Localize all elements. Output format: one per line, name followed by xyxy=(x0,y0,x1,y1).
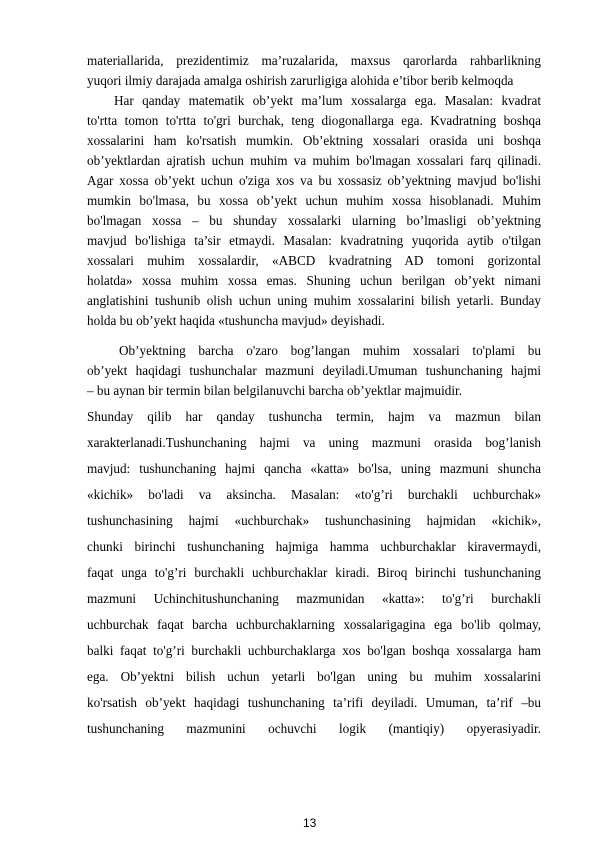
text-line: tushunchasining hajmi «uchburchak» tushunchasining hajmidan «kichik», xyxy=(87,513,541,528)
text-line: Shunday qilib har qanday tushuncha termin, hajm va mazmun bilan xyxy=(87,409,541,424)
text-line: Agar xossa ob’yekt uchun o'ziga xos va bu xossasiz ob’yektning mavjud bo'lishi xyxy=(87,173,541,188)
text-line: faqat unga to'g’ri burchakli uchburchaklar kiradi. Biroq birinchi tushunchaning xyxy=(87,565,541,580)
text-line: ob’yektlardan ajratish uchun muhim va muhim bo'lmagan xossalari farq qilinadi. xyxy=(87,153,541,168)
text-line: bo'lmagan xossa – bu shunday xossalarki ularning bo’lmasligi ob’yektning xyxy=(87,213,541,228)
text-line: materiallarida, prezidentimiz ma’ruzalarida, maxsus qarorlarda rahbarlikning xyxy=(87,53,541,68)
text-line: ob’yekt haqidagi tushunchalar mazmuni deyiladi.Umuman tushunchaning hajmi xyxy=(87,363,541,378)
text-line: xossalarini ham ko'rsatish mumkin. Ob’ektning xossalari orasida uni boshqa xyxy=(87,133,541,148)
paragraph-first-line: Ob’yektning barcha o'zaro bog’langan muhim xossalari to'plami bu xyxy=(119,343,541,358)
text-line: tushunchaning mazmunini ochuvchi logik (mantiqiy) opyerasiyadir. xyxy=(87,721,541,736)
text-line: balki faqat to'g’ri burchakli uchburchaklarga xos bo'lgan boshqa xossalarga ham xyxy=(87,643,541,658)
text-line: yuqori ilmiy darajada amalga oshirish zarurligiga alohida e’tibor berib kelmoqda xyxy=(87,73,514,88)
text-line: anglatishini tushunib olish uchun uning muhim xossalarini bilish yetarli. Bunday xyxy=(87,293,541,308)
text-line: mavjud bo'lishiga ta’sir etmaydi. Masalan: kvadratning yuqorida aytib o'tilgan xyxy=(87,233,541,248)
text-line: holatda» xossa muhim xossa emas. Shuning uchun berilgan ob’yekt nimani xyxy=(87,273,541,288)
text-line: ko'rsatish ob’yekt haqidagi tushunchaning ta’rifi deyiladi. Umuman, ta’rif –bu xyxy=(87,695,541,710)
text-line: to'rtta tomon to'rtta to'gri burchak, teng diogonallarga ega. Kvadratning boshqa xyxy=(87,113,541,128)
text-line: «kichik» bo'ladi va aksincha. Masalan: «to'g’ri burchakli uchburchak» xyxy=(87,487,541,502)
text-line: xarakterlanadi.Tushunchaning hajmi va uning mazmuni orasida bog’lanish xyxy=(87,435,541,450)
text-line: xossalari muhim xossalardir, «ABCD kvadratning AD tomoni gorizontal xyxy=(87,253,541,268)
text-line: holda bu ob’yekt haqida «tushuncha mavjud» deyishadi. xyxy=(87,313,385,328)
text-line: ega. Ob’yektni bilish uchun yetarli bo'lgan uning bu muhim xossalarini xyxy=(87,669,541,684)
page-number: 13 xyxy=(303,816,317,830)
text-line: mazmuni Uchinchitushunchaning mazmunidan «katta»: to'g’ri burchakli xyxy=(87,591,541,606)
paragraph-first-line: Har qanday matematik ob’yekt ma’lum xossalarga ega. Masalan: kvadrat xyxy=(114,93,541,108)
text-line: mavjud: tushunchaning hajmi qancha «katta» bo'lsa, uning mazmuni shuncha xyxy=(87,461,541,476)
text-line: mumkin bo'lmasa, bu xossa ob’yekt uchun muhim xossa hisoblanadi. Muhim xyxy=(87,193,541,208)
text-line: uchburchak faqat barcha uchburchaklarning xossalarigagina ega bo'lib qolmay, xyxy=(87,617,541,632)
text-line: chunki birinchi tushunchaning hajmiga hamma uchburchaklar kiravermaydi, xyxy=(87,539,541,554)
text-line: – bu aynan bir termin bilan belgilanuvchi barcha ob’yektlar majmuidir. xyxy=(87,383,462,398)
